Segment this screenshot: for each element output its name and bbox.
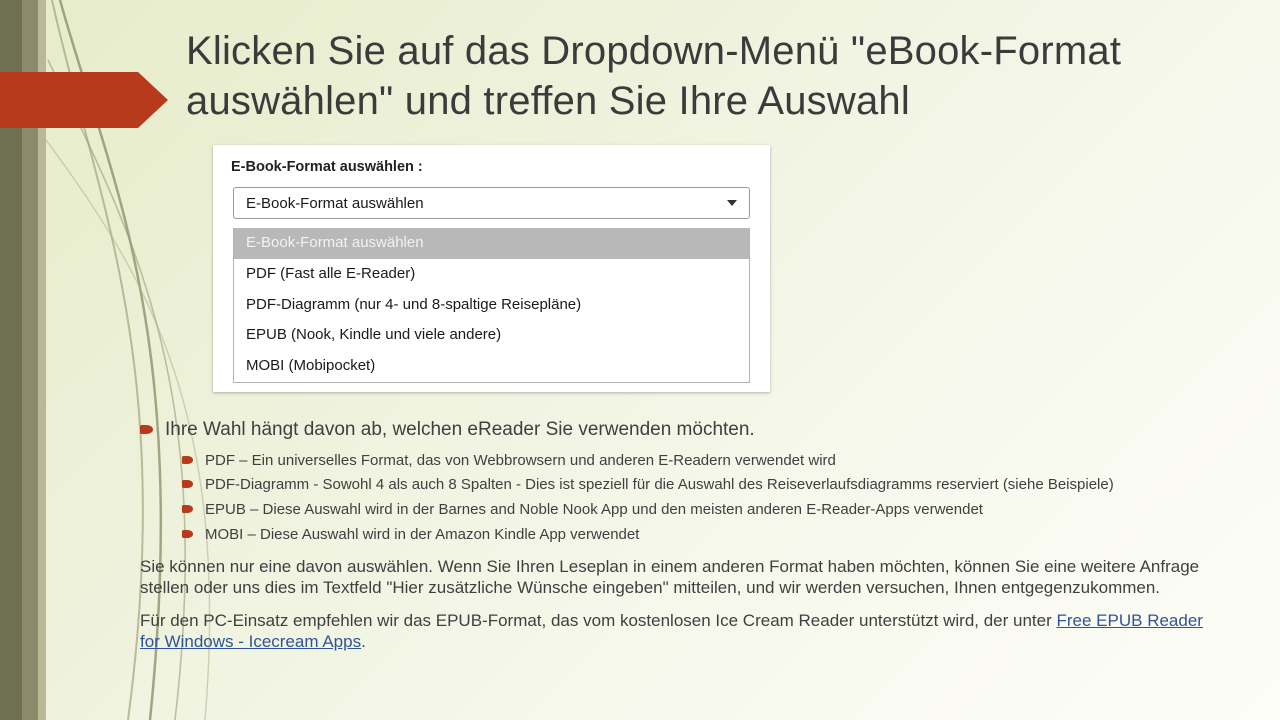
bullet-level2-label: EPUB – Diese Auswahl wird in der Barnes and Noble Nook App und den meisten anderen E-Reader-Apps verwendet <box>205 501 983 519</box>
ebook-format-option-list[interactable] <box>233 228 750 383</box>
bullet-level2 <box>182 500 1230 520</box>
bullet-level2-label: PDF-Diagramm - Sowohl 4 als auch 8 Spalten - Dies ist speziell für die Auswahl des Reiseverlaufsdiagramms reserviert (siehe Beispiele) <box>205 476 1114 494</box>
bullet-level2 <box>182 525 1230 545</box>
left-band-dark <box>0 0 22 720</box>
list-item[interactable]: EPUB (Nook, Kindle und viele andere) <box>246 326 502 344</box>
paragraph-two-text-before: Für den PC-Einsatz empfehlen wir das EPUB-Format, das vom kostenlosen Ice Cream Reader unterstützt wird, der unter <box>140 611 1057 631</box>
bullet-level2 <box>182 475 1230 495</box>
paragraph-one: Sie können nur eine davon auswählen. Wenn Sie Ihren Leseplan in einem anderen Format haben möchten, können Sie eine weitere Anfrage stellen oder uns dies im Textfeld "Hier zusätzliche Wünsche eingeben" mitteilen, und wir werden versuchen, Ihnen entgegenzukommen. <box>140 556 1200 597</box>
body-content <box>140 418 1230 653</box>
left-band-mid <box>22 0 38 720</box>
icecream-reader-link[interactable]: Free EPUB Reader for Windows - Icecream Apps <box>140 611 1203 652</box>
left-band-light <box>38 0 46 720</box>
paragraph-two <box>140 611 1220 652</box>
bullet-marker-icon <box>140 425 153 434</box>
bullet-level2-label: PDF – Ein universelles Format, das von Webbrowsern und anderen E-Readern verwendet wird <box>205 451 836 469</box>
format-field-label: E-Book-Format auswählen : <box>231 159 423 175</box>
list-item[interactable]: PDF (Fast alle E-Reader) <box>246 264 416 282</box>
bullet-marker-icon <box>182 480 193 488</box>
bullet-level2-list <box>182 451 1230 545</box>
screenshot-panel-footer <box>213 383 770 392</box>
bullet-level2-label: MOBI – Diese Auswahl wird in der Amazon Kindle App verwendet <box>205 526 640 544</box>
list-item[interactable]: PDF-Diagramm (nur 4- und 8-spaltige Reisepläne) <box>246 295 582 313</box>
bullet-marker-icon <box>182 505 193 513</box>
chevron-down-icon <box>727 200 737 206</box>
list-item[interactable]: E-Book-Format auswählen <box>234 228 749 259</box>
ebook-format-select[interactable] <box>233 187 750 219</box>
bullet-level1-label: Ihre Wahl hängt davon ab, welchen eReader Sie verwenden möchten. <box>165 419 755 440</box>
bullet-level2 <box>182 451 1230 471</box>
screenshot-panel <box>213 145 770 392</box>
bullet-marker-icon <box>182 456 193 464</box>
page-title: Klicken Sie auf das Dropdown-Menü "eBook-Format auswählen" und treffen Sie Ihre Auswahl <box>186 29 1122 124</box>
bullet-marker-icon <box>182 530 193 538</box>
paragraph-two-text-after: . <box>361 632 366 652</box>
bullet-level1 <box>140 418 1230 443</box>
list-item[interactable]: MOBI (Mobipocket) <box>246 357 376 374</box>
ebook-format-select-value: E-Book-Format auswählen <box>246 194 424 212</box>
